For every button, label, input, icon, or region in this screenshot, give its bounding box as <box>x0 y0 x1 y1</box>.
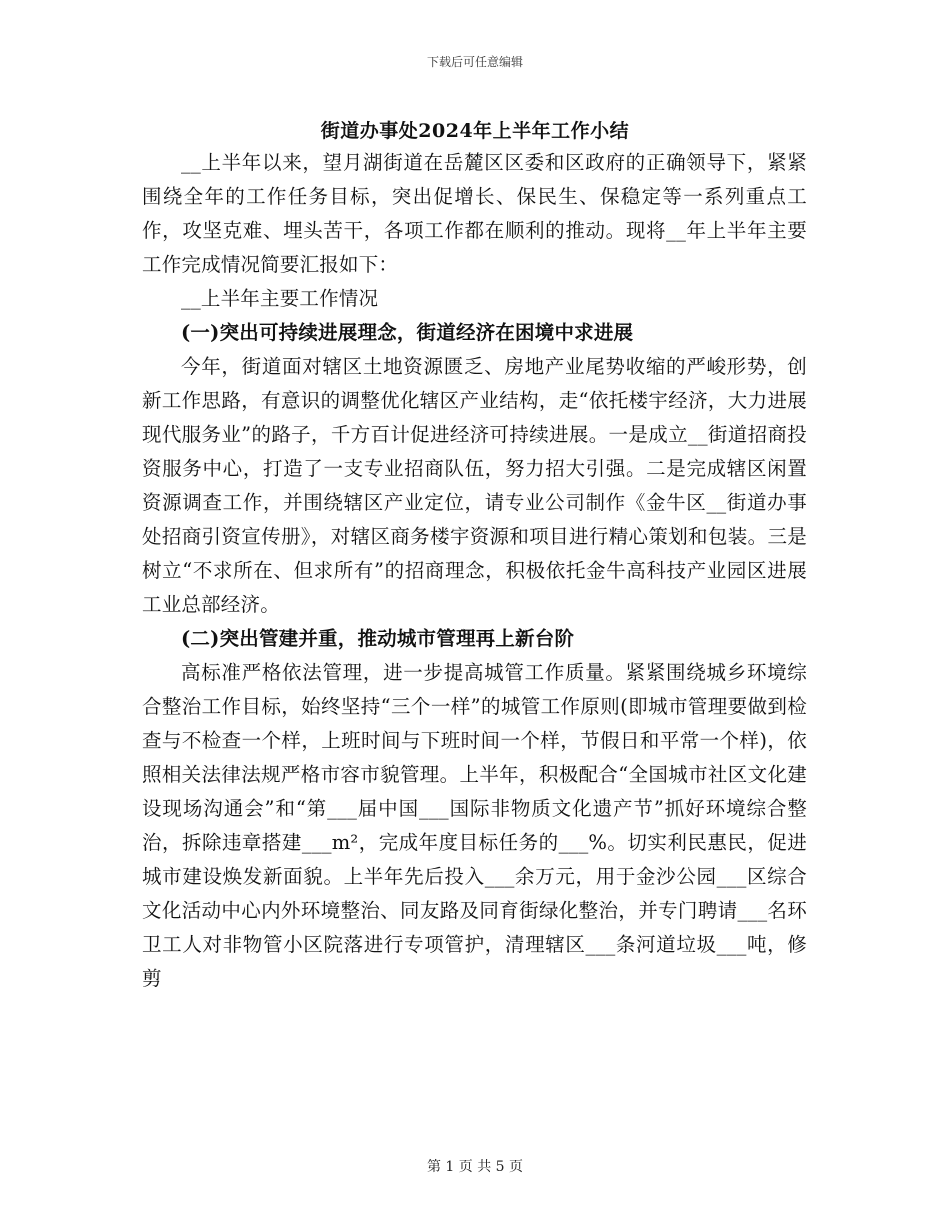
paragraph-summary-label: __上半年主要工作情况 <box>181 287 379 310</box>
document-body <box>142 146 807 996</box>
header-note: 下载后可任意编辑 <box>426 55 523 69</box>
section-heading-1: (一)突出可持续进展理念，街道经济在困境中求进展 <box>181 321 634 344</box>
section-heading-2: (二)突出管建并重，推动城市管理再上新台阶 <box>181 627 575 650</box>
document-title: 街道办事处2024年上半年工作小结 <box>320 120 630 142</box>
paragraph-city-management: 高标准严格依法管理，进一步提高城管工作质量。紧紧围绕城乡环境综合整治工作目标，始终坚持“三个一样”的城管工作原则(即城市管理要做到检查与不检查一个样，上班时间与下班时间一个样，节假日和平常一个样)，依照相关法律法规严格市容市貌管理。上半年，积极配合“全国城市社区文化建设现场沟通会”和“第___届中国___国际非物质文化遗产节”抓好环境综合整治，拆除违章搭建___m²，完成年度目标任务的___%。切实利民惠民，促进城市建设焕发新面貌。上半年先后投入___余万元，用于金沙公园___区综合文化活动中心内外环境整治、同友路及同育街绿化整治，并专门聘请___名环卫工人对非物管小区院落进行专项管护，清理辖区___条河道垃圾___吨，修剪 <box>142 661 807 990</box>
paragraph-intro: __上半年以来，望月湖街道在岳麓区区委和区政府的正确领导下，紧紧围绕全年的工作任务目标，突出促增长、保民生、保稳定等一系列重点工作，攻坚克难、埋头苦干，各项工作都在顺利的推动。现将__年上半年主要工作完成情况简要汇报如下： <box>142 151 807 276</box>
paragraph-economy: 今年，街道面对辖区土地资源匮乏、房地产业尾势收缩的严峻形势，创新工作思路，有意识的调整优化辖区产业结构，走“依托楼宇经济，大力进展现代服务业”的路子，千方百计促进经济可持续进展。一是成立__街道招商投资服务中心，打造了一支专业招商队伍，努力招大引强。二是完成辖区闲置资源调查工作，并围绕辖区产业定位，请专业公司制作《金牛区__街道办事处招商引资宣传册》，对辖区商务楼宇资源和项目进行精心策划和包装。三是树立“不求所在、但求所有”的招商理念，积极依托金牛高科技产业园区进展工业总部经济。 <box>142 355 807 616</box>
page-footer: 第 1 页 共 5 页 <box>426 1159 524 1175</box>
